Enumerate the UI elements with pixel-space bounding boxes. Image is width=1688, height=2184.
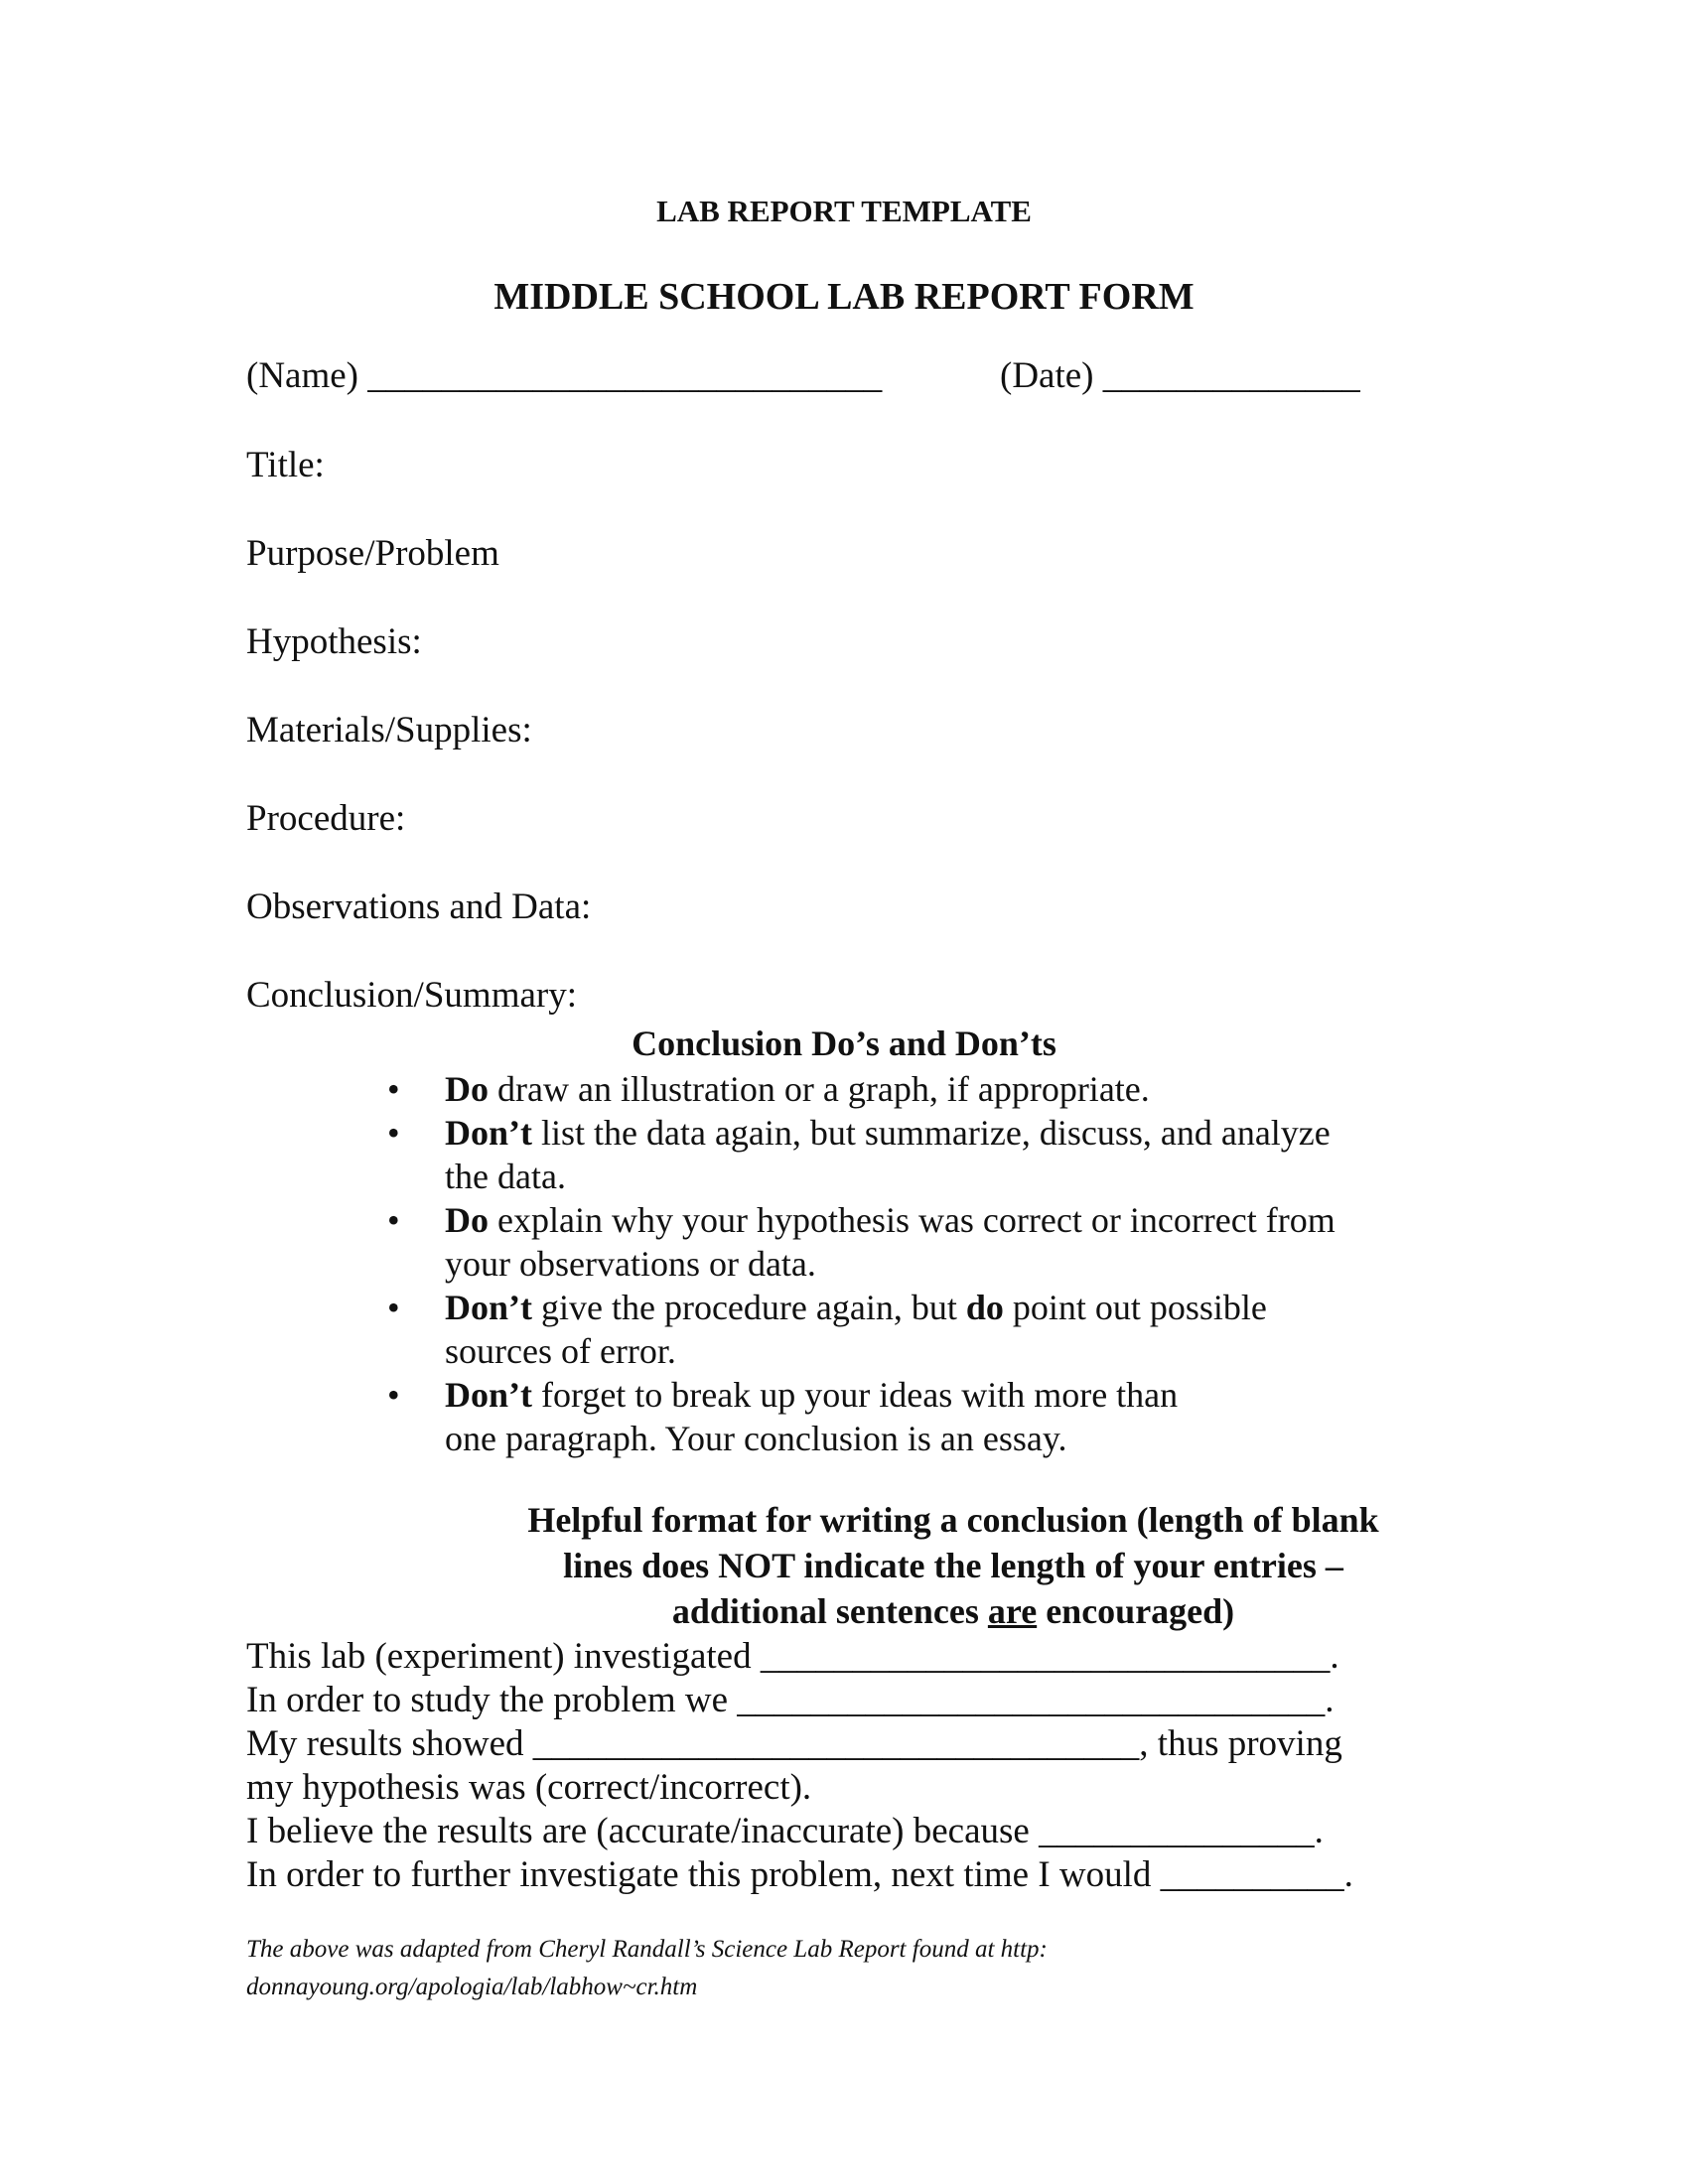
fill-in-line: my hypothesis was (correct/incorrect).	[246, 1767, 812, 1808]
section-materials: Materials/Supplies:	[246, 710, 532, 751]
list-item: • Don’t give the procedure again, but do point out possible sources of error.	[387, 1288, 1267, 1371]
dos-donts-heading: Conclusion Do’s and Don’ts	[632, 1024, 1056, 1063]
section-observations: Observations and Data:	[246, 887, 592, 927]
bullet-icon: •	[387, 1288, 400, 1327]
bullet-icon: •	[387, 1069, 400, 1109]
section-conclusion: Conclusion/Summary:	[246, 975, 577, 1016]
list-item: • Don’t forget to break up your ideas with more than one paragraph. Your conclusion is an essay.	[387, 1375, 1179, 1458]
fill-in-line: I believe the results are (accurate/inaccurate) because _______________.	[246, 1811, 1324, 1851]
name-field	[246, 354, 882, 397]
fill-in-line: In order to study the problem we ________________________________.	[246, 1680, 1335, 1720]
date-blank: ______________	[1102, 355, 1360, 396]
bullet-icon: •	[387, 1375, 400, 1415]
section-hypothesis: Hypothesis:	[246, 621, 422, 662]
list-item: • Do explain why your hypothesis was correct or incorrect from your observations or data.	[387, 1200, 1336, 1284]
section-purpose: Purpose/Problem	[246, 533, 499, 574]
fill-in-line: In order to further investigate this problem, next time I would __________.	[246, 1854, 1353, 1895]
list-item: • Do draw an illustration or a graph, if appropriate.	[387, 1069, 1150, 1109]
name-blank: ____________________________	[367, 355, 883, 396]
template-title: LAB REPORT TEMPLATE	[656, 194, 1032, 228]
bullet-icon: •	[387, 1200, 400, 1240]
section-title: Title:	[246, 445, 325, 485]
dos-donts-list	[387, 1067, 1440, 1460]
section-procedure: Procedure:	[246, 798, 406, 839]
date-field	[1000, 354, 1360, 397]
date-label: (Date)	[1000, 355, 1094, 396]
form-title: MIDDLE SCHOOL LAB REPORT FORM	[493, 276, 1195, 318]
name-label: (Name)	[246, 355, 358, 396]
bullet-icon: •	[387, 1113, 400, 1153]
footer-citation: The above was adapted from Cheryl Randall’s Science Lab Report found at http:	[246, 1936, 1048, 1963]
helpful-format-heading: Helpful format for writing a conclusion (length of blank lines does NOT indicate the length of your entries – additional sentences are encouraged)	[527, 1500, 1379, 1631]
fill-in-line: My results showed _________________________________, thus proving	[246, 1723, 1342, 1764]
fill-in-line: This lab (experiment) investigated _______________________________.	[246, 1636, 1339, 1677]
footer-url: donnayoung.org/apologia/lab/labhow~cr.htm	[246, 1974, 698, 2000]
list-item: • Don’t list the data again, but summarize, discuss, and analyze the data.	[387, 1113, 1331, 1196]
